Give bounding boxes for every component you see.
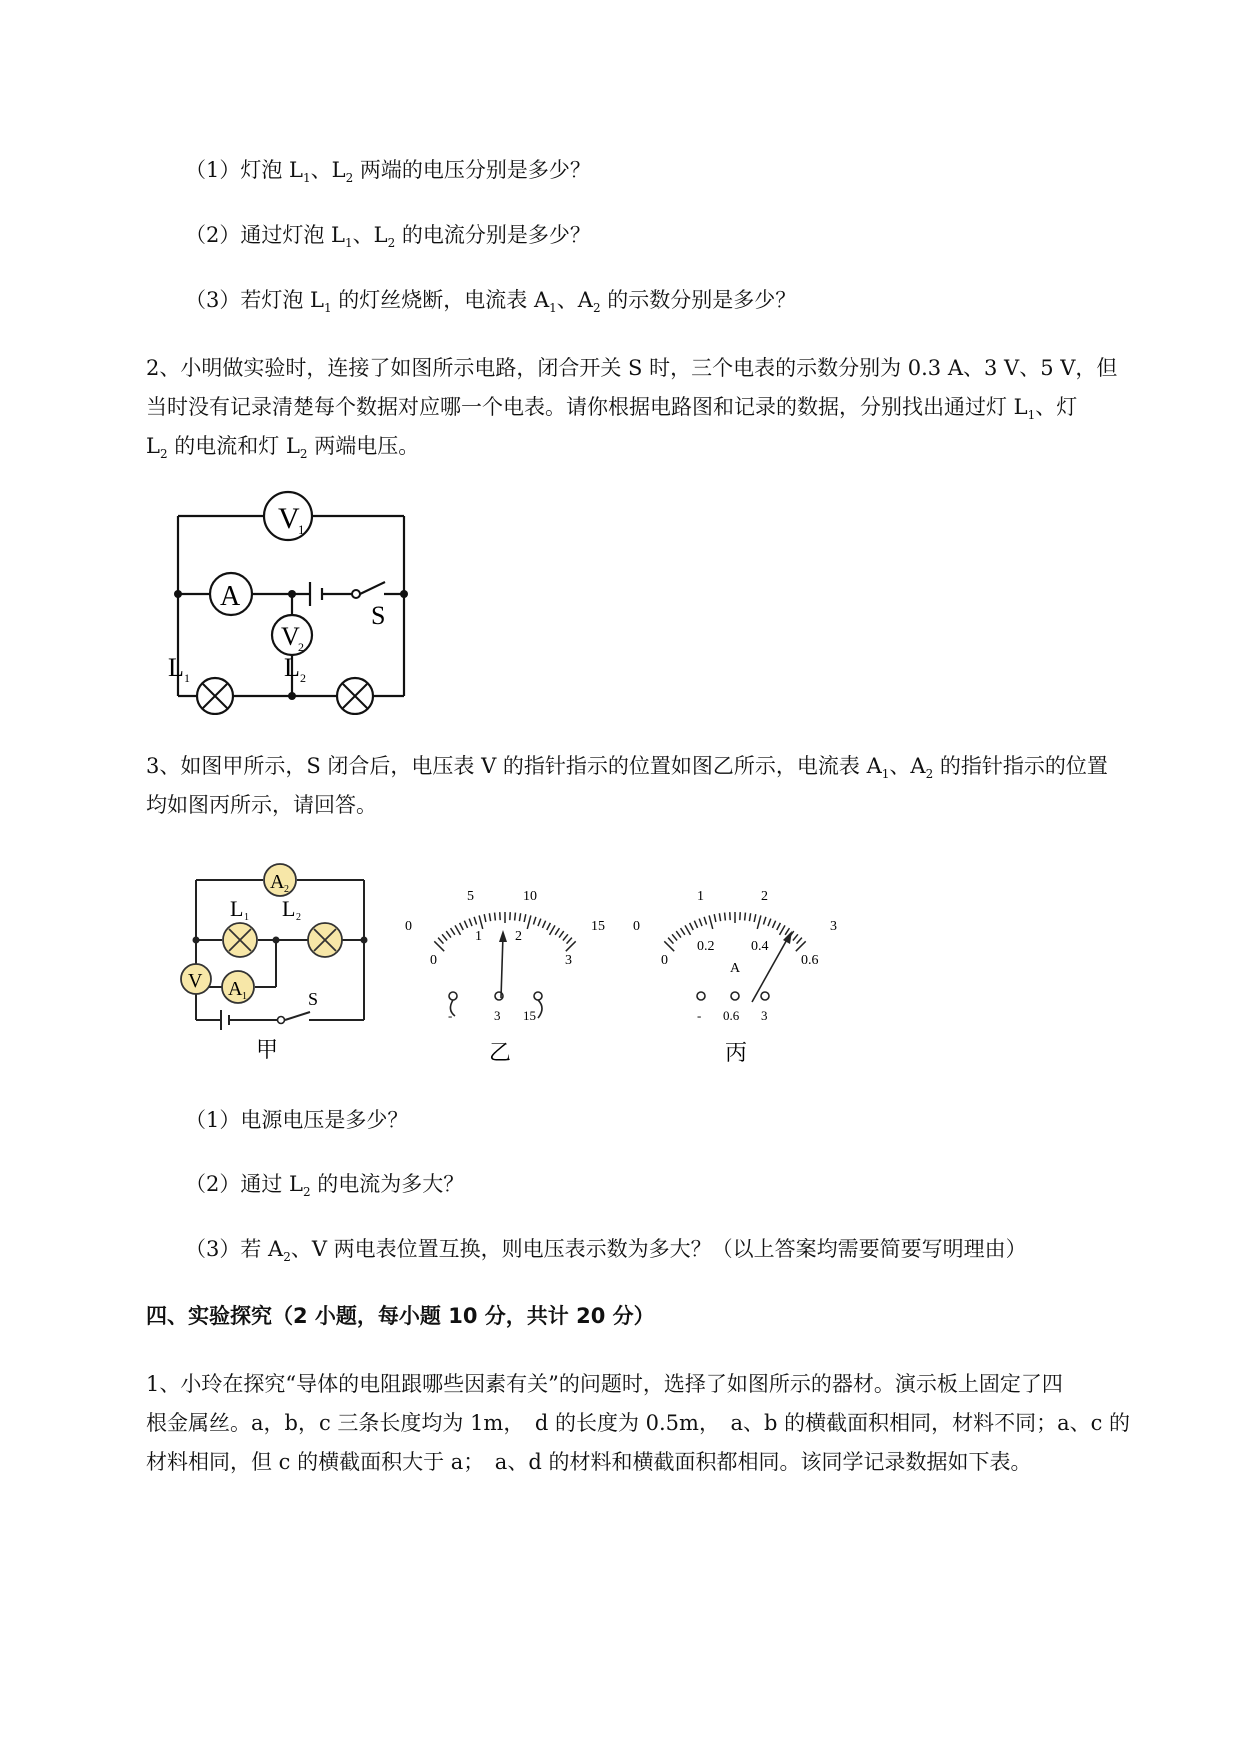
svg-text:1: 1 — [298, 522, 305, 537]
lamp-l1-label: L — [230, 896, 244, 921]
subscript: 2 — [300, 671, 306, 685]
figure-caption-bing: 丙 — [725, 1040, 748, 1065]
text: 的电流为多大？ — [310, 1172, 465, 1196]
outer-label: 0 — [405, 919, 412, 934]
text: 、灯 — [1035, 395, 1078, 419]
tick — [745, 913, 746, 921]
svg-text:A: A — [270, 871, 285, 893]
tick — [714, 914, 716, 922]
tick — [438, 938, 443, 944]
q2-circuit-diagram — [160, 490, 420, 715]
subscript: 1 — [1027, 408, 1036, 422]
text: 3、如图甲所示，S 闭合后，电压表 V 的指针指示的位置如图乙所示，电流表 A — [146, 754, 882, 778]
unit-label: A — [730, 961, 741, 976]
text: （1）灯泡 L — [185, 158, 303, 182]
subscript: 2 — [345, 171, 354, 185]
inner-label: 0.4 — [751, 939, 769, 954]
inner-label: 0 — [661, 953, 668, 968]
lamp-l1 — [223, 923, 257, 957]
subscript: 1 — [302, 171, 311, 185]
terminal-label: 0.6 — [723, 1008, 740, 1023]
ammeter-a1 — [222, 971, 254, 1003]
subscript: 2 — [159, 447, 168, 461]
svg-text:A: A — [228, 978, 243, 1000]
s4-q1-line1: 1、小玲在探究“导体的电阻跟哪些因素有关”的问题时，选择了如图所示的器材。演示板上固定了四 — [146, 1372, 1063, 1396]
tick — [495, 913, 496, 921]
svg-text:A: A — [220, 581, 241, 612]
outer-label: 15 — [591, 919, 605, 934]
text: （2）通过 L — [185, 1172, 303, 1196]
outer-label: 5 — [467, 889, 474, 904]
voltmeter-v — [181, 964, 211, 994]
lamp-l2-label: L — [284, 653, 300, 682]
text: 的电流分别是多少？ — [395, 223, 591, 247]
q2-line1: 2、小明做实验时，连接了如图所示电路，闭合开关 S 时，三个电表的示数分别为 0.3 A、3 V、5 V，但 — [146, 356, 1118, 380]
tick — [442, 934, 447, 940]
ammeter-a — [210, 573, 252, 615]
tick — [469, 919, 472, 926]
tick — [772, 921, 775, 928]
lamp-l1 — [197, 678, 233, 714]
dial-ticks — [434, 912, 575, 951]
q3-part1: （1）电源电压是多少？ — [185, 1108, 409, 1132]
text: 、A — [889, 754, 926, 778]
tick — [763, 917, 765, 925]
tick — [681, 928, 685, 935]
lamp-l2-label: L — [282, 896, 296, 921]
tick — [515, 913, 516, 921]
tick — [797, 938, 802, 944]
tick — [489, 913, 490, 921]
text: （3）若 A — [185, 1237, 284, 1261]
outer-label: 1 — [697, 889, 704, 904]
subscript: 2 — [592, 301, 601, 315]
section-heading: 四、实验探究（2 小题，每小题 10 分，共计 20 分） — [146, 1304, 655, 1328]
text: 两端的电压分别是多少？ — [353, 158, 591, 182]
outer-label: 10 — [523, 889, 537, 904]
voltmeter-v1 — [264, 492, 312, 540]
tick — [474, 917, 476, 925]
terminals — [697, 992, 769, 1000]
tick — [668, 938, 673, 944]
inner-label: 0.6 — [801, 953, 819, 968]
tick — [460, 923, 464, 930]
tick — [547, 923, 551, 930]
subscript: 2 — [302, 1185, 311, 1199]
inner-label: 2 — [515, 929, 522, 944]
prev-q-part2 — [185, 221, 591, 257]
ammeter-a2 — [264, 864, 296, 896]
tick — [768, 919, 771, 926]
figure-caption-yi: 乙 — [489, 1040, 512, 1065]
lamp-l2 — [337, 678, 373, 714]
text: 的示数分别是多少？ — [600, 288, 797, 312]
tick — [704, 917, 706, 925]
text: 、L — [352, 223, 388, 247]
dial-needle — [499, 930, 507, 998]
text: 的灯丝烧断，电流表 A — [331, 288, 550, 312]
svg-text:2: 2 — [284, 884, 289, 895]
outer-label: 2 — [761, 889, 768, 904]
subscript: 1 — [549, 301, 557, 315]
tick — [757, 915, 761, 929]
tick — [785, 928, 789, 935]
tick — [793, 934, 798, 940]
tick — [676, 931, 681, 937]
text: （3）若灯泡 L — [185, 288, 324, 312]
tick — [685, 925, 691, 935]
outer-label: 3 — [830, 919, 837, 934]
q3-part3 — [185, 1235, 1027, 1271]
subscript: 2 — [296, 912, 301, 923]
tick — [563, 934, 568, 940]
s4-q1-line3: 材料相同，但 c 的横截面积大于 a； a、d 的材料和横截面积都相同。该同学记录数据如下表。 — [146, 1450, 1032, 1474]
lamp-l2 — [308, 923, 342, 957]
text: 的指针指示的位置 — [933, 754, 1108, 778]
switch-label: S — [308, 989, 319, 1009]
tick — [542, 921, 545, 928]
q3-ammeter-dial-bing — [625, 880, 845, 1070]
inner-label: 1 — [475, 929, 482, 944]
s4-q1-line2: 根金属丝。a，b，c 三条长度均为 1m， d 的长度为 0.5m， a、b 的横截面积相同，材料不同；a、c 的 — [146, 1411, 1131, 1435]
subscript: 1 — [244, 912, 249, 923]
terminal-label: - — [448, 1008, 453, 1023]
tick — [699, 919, 702, 926]
tick — [479, 915, 483, 929]
text: 当时没有记录清楚每个数据对应哪一个电表。请你根据电路图和记录的数据，分别找出通过灯 L — [146, 395, 1028, 419]
inner-label: 0.2 — [697, 939, 715, 954]
tick — [451, 928, 455, 935]
q2-line3 — [146, 432, 419, 468]
subscript: 1 — [344, 236, 353, 250]
tick — [719, 913, 720, 921]
prev-q-part1 — [185, 156, 591, 192]
tick — [550, 925, 556, 935]
subscript: 2 — [283, 1250, 291, 1264]
tick — [533, 917, 535, 925]
subscript: 2 — [925, 767, 934, 781]
text: 、L — [310, 158, 346, 182]
switch-label: S — [371, 601, 386, 630]
tick — [446, 931, 451, 937]
text: （2）通过灯泡 L — [185, 223, 345, 247]
tick — [754, 914, 756, 922]
svg-text:V: V — [188, 970, 203, 992]
svg-text:2: 2 — [298, 640, 304, 654]
svg-text:V: V — [278, 502, 300, 535]
tick — [672, 934, 677, 940]
svg-text:1: 1 — [242, 991, 247, 1002]
tick — [519, 913, 520, 921]
tick — [749, 913, 750, 921]
q3-line1 — [146, 752, 1108, 788]
inner-label: 3 — [565, 953, 572, 968]
tick — [777, 923, 781, 930]
tick — [455, 925, 461, 935]
tick — [524, 914, 526, 922]
tick — [538, 919, 541, 926]
q2-line2 — [146, 393, 1077, 429]
q3-line2: 均如图丙所示，请回答。 — [146, 793, 377, 817]
q3-part2 — [185, 1170, 464, 1206]
text: 、V 两电表位置互换，则电压表示数为多大？（以上答案均需要简要写明理由） — [290, 1237, 1027, 1261]
prev-q-part3 — [185, 286, 796, 322]
subscript: 1 — [881, 767, 890, 781]
tick — [527, 915, 531, 929]
tick — [694, 921, 697, 928]
tick — [464, 921, 467, 928]
svg-text:V: V — [281, 622, 300, 651]
tick — [484, 914, 486, 922]
subscript: 2 — [299, 447, 308, 461]
text: 的电流和灯 L — [167, 434, 300, 458]
tick — [709, 915, 713, 929]
inner-label: 0 — [430, 953, 437, 968]
tick — [559, 931, 564, 937]
tick — [567, 938, 572, 944]
terminal-label: 15 — [523, 1008, 536, 1023]
subscript: 2 — [387, 236, 396, 250]
terminal-label: 3 — [761, 1008, 768, 1023]
q3-voltmeter-dial-yi — [395, 880, 620, 1070]
outer-label: 0 — [633, 919, 640, 934]
figure-caption-jia: 甲 — [256, 1037, 279, 1062]
q3-circuit-jia — [180, 860, 380, 1065]
subscript: 1 — [323, 301, 332, 315]
text: 两端电压。 — [307, 434, 420, 458]
voltmeter-v2 — [272, 615, 312, 655]
lamp-l1-label: L — [168, 653, 184, 682]
subscript: 1 — [184, 671, 190, 685]
tick — [725, 913, 726, 921]
terminal-label: - — [697, 1008, 702, 1023]
text: 、A — [556, 288, 593, 312]
tick — [555, 928, 559, 935]
tick — [780, 925, 786, 935]
tick — [690, 923, 694, 930]
text: L — [146, 434, 160, 458]
terminal-label: 3 — [494, 1008, 501, 1023]
